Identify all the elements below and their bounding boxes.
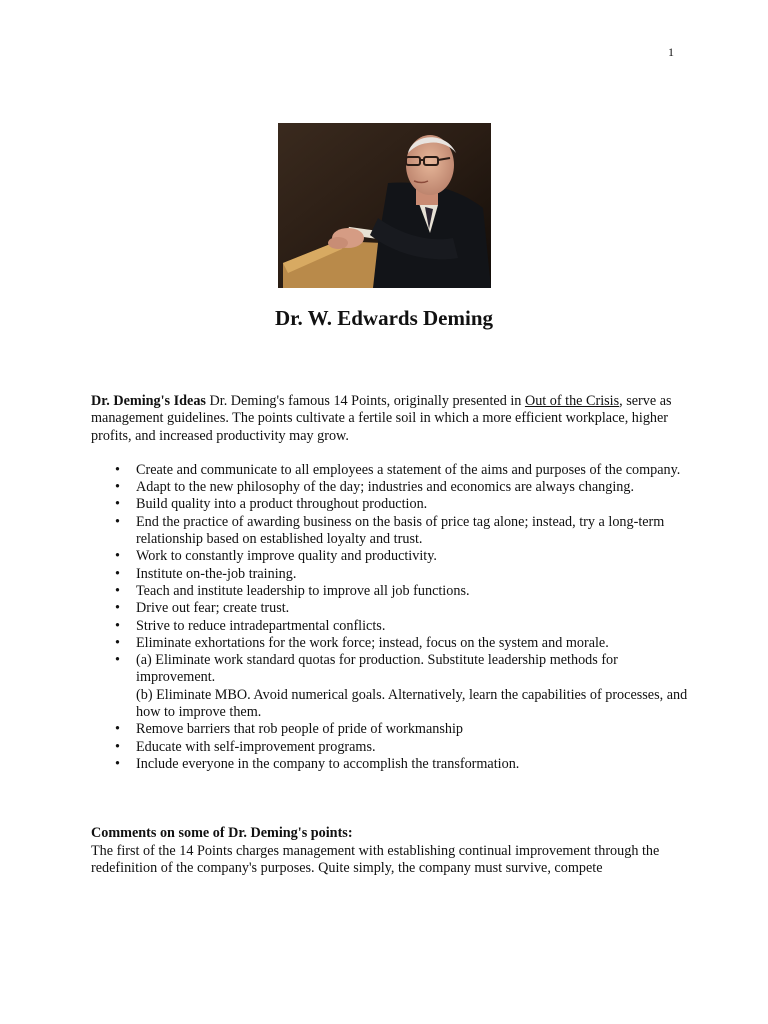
list-item-text: Teach and institute leadership to improve all job functions.	[136, 582, 470, 599]
list-item	[115, 582, 691, 600]
bullet-icon: •	[115, 496, 120, 513]
bullet-icon: •	[115, 600, 120, 617]
bullet-icon: •	[115, 634, 120, 651]
list-item-text: Work to constantly improve quality and productivity.	[136, 548, 437, 565]
intro-lead: Dr. Deming's Ideas	[91, 393, 206, 409]
list-item-text: Include everyone in the company to accomplish the transformation.	[136, 755, 520, 772]
bullet-icon: •	[115, 617, 120, 634]
fourteen-points-list	[91, 462, 691, 773]
bullet-icon: •	[115, 721, 120, 738]
list-item-part-b: (b) Eliminate MBO. Avoid numerical goals. Alternatively, learn the capabilities of processes, and how to improve them.	[136, 686, 688, 721]
bullet-icon: •	[115, 565, 120, 582]
list-item-text: Strive to reduce intradepartmental conflicts.	[136, 617, 386, 634]
list-item	[115, 496, 691, 513]
list-item-text: Drive out fear; create trust.	[136, 600, 290, 617]
list-item-text: Build quality into a product throughout production.	[136, 496, 428, 513]
list-item	[115, 755, 691, 773]
list-item-text: Educate with self-improvement programs.	[136, 738, 376, 755]
list-item	[115, 461, 691, 479]
bullet-icon: •	[115, 548, 120, 565]
page-number: 1	[668, 45, 674, 59]
list-item-part-a: (a) Eliminate work standard quotas for production. Substitute leadership methods for improvement.	[136, 652, 618, 686]
portrait-illustration	[278, 123, 491, 288]
comments-paragraph: The first of the 14 Points charges management with establishing continual improvement through the redefinition of the company's purposes. Quite simply, the company must survive, compete	[91, 842, 660, 876]
bullet-icon: •	[115, 738, 120, 755]
intro-text-before-book: Dr. Deming's famous 14 Points, originally presented in	[205, 393, 525, 409]
book-title-link[interactable]: Out of the Crisis	[524, 393, 620, 409]
list-item-text: End the practice of awarding business on the basis of price tag alone; instead, try a long-term relationship based on established loyalty and trust.	[136, 513, 665, 548]
list-item-text: Adapt to the new philosophy of the day; industries and economics are always changing.	[136, 479, 635, 496]
list-item	[115, 634, 691, 652]
list-item	[115, 617, 691, 635]
intro-text-after-book: , serve as management guidelines. The points cultivate a fertile soil in which a more efficient workplace, higher profits, and increased productivity may grow.	[91, 393, 672, 444]
bullet-icon: •	[115, 582, 120, 599]
list-item-text: Remove barriers that rob people of pride of workmanship	[136, 721, 464, 738]
bullet-icon: •	[115, 652, 120, 669]
list-item	[115, 548, 691, 565]
portrait-photo	[278, 123, 491, 288]
bullet-icon: •	[115, 461, 120, 478]
bullet-icon: •	[115, 479, 120, 496]
list-item-text: Create and communicate to all employees a statement of the aims and purposes of the company.	[136, 461, 681, 478]
list-item	[115, 600, 691, 617]
bullet-icon: •	[115, 513, 120, 530]
list-item	[115, 652, 691, 721]
list-item	[115, 721, 691, 738]
list-item-text: Institute on-the-job training.	[136, 565, 297, 582]
intro-paragraph	[91, 393, 691, 445]
list-item	[115, 479, 691, 496]
list-item-text: Eliminate exhortations for the work force; instead, focus on the system and morale.	[136, 634, 609, 651]
page-title: Dr. W. Edwards Deming	[274, 306, 494, 330]
bullet-icon: •	[115, 755, 120, 772]
comments-heading: Comments on some of Dr. Deming's points:	[91, 825, 353, 842]
document-body	[91, 393, 691, 877]
list-item	[115, 513, 691, 549]
list-item	[115, 565, 691, 583]
list-item	[115, 738, 691, 756]
